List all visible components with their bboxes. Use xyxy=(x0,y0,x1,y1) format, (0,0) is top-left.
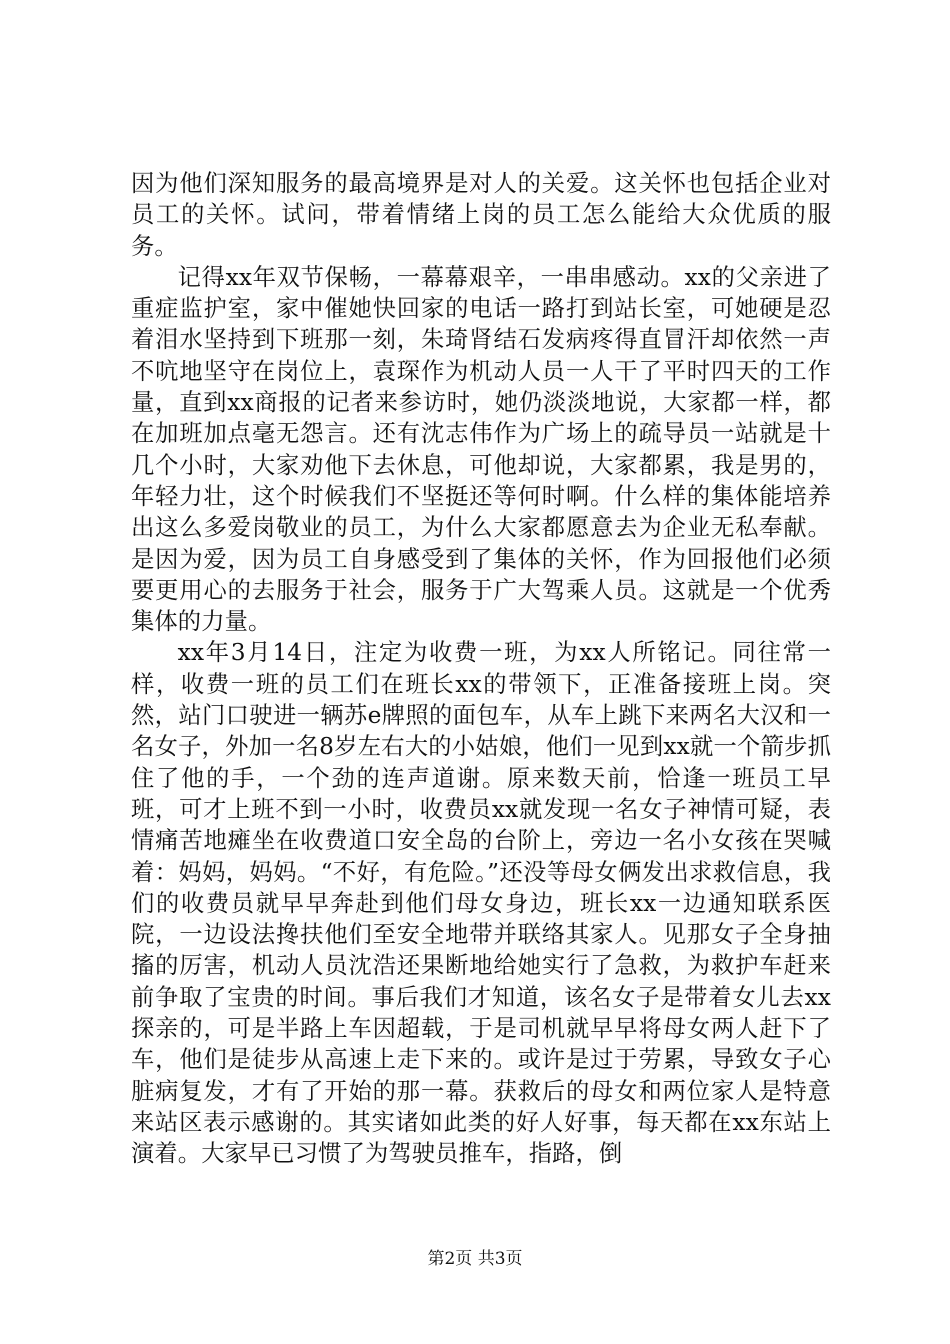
document-body xyxy=(131,168,831,1170)
paragraph-1: 因为他们深知服务的最高境界是对人的关爱。这关怀也包括企业对员工的关怀。试问，带着情绪上岗的员工怎么能给大众优质的服务。 xyxy=(131,170,831,260)
page-number-footer: 第2页 共3页 xyxy=(427,1249,523,1269)
paragraph-3: xx年3月14日，注定为收费一班，为xx人所铭记。同往常一样，收费一班的员工们在班长xx的带领下，正准备接班上岗。突然，站门口驶进一辆苏e牌照的面包车，从车上跳下来两名大汉和一名女子，外加一名8岁左右大的小姑娘，他们一见到xx就一个箭步抓住了他的手，一个劲的连声道谢。原来数天前，恰逢一班员工早班，可才上班不到一小时，收费员xx就发现一名女子神情可疑，表情痛苦地瘫坐在收费道口安全岛的台阶上，旁边一名小女孩在哭喊着：妈妈，妈妈。“不好，有危险。”还没等母女俩发出求救信息，我们的收费员就早早奔赴到他们母女身边，班长xx一边通知联系医院，一边设法搀扶他们至安全地带并联络其家人。见那女子全身抽搐的厉害，机动人员沈浩还果断地给她实行了急救，为救护车赶来前争取了宝贵的时间。事后我们才知道，该名女子是带着女儿去xx探亲的，可是半路上车因超载，于是司机就早早将母女两人赶下了车，他们是徒步从高速上走下来的。或许是过于劳累，导致女子心脏病复发，才有了开始的那一幕。获救后的母女和两位家人是特意来站区表示感谢的。其实诸如此类的好人好事，每天都在xx东站上演着。大家早已习惯了为驾驶员推车，指路，倒 xyxy=(131,639,831,1168)
paragraph-2: 记得xx年双节保畅，一幕幕艰辛，一串串感动。xx的父亲进了重症监护室，家中催她快回家的电话一路打到站长室，可她硬是忍着泪水坚持到下班那一刻，朱琦肾结石发病疼得直冒汗却依然一声不吭地坚守在岗位上，袁琛作为机动人员一人干了平时四天的工作量，直到xx商报的记者来参访时，她仍淡淡地说，大家都一样，都在加班加点毫无怨言。还有沈志伟作为广场上的疏导员一站就是十几个小时，大家劝他下去休息，可他却说，大家都累，我是男的，年轻力壮，这个时候我们不坚挺还等何时啊。什么样的集体能培养出这么多爱岗敬业的员工，为什么大家都愿意去为企业无私奉献。是因为爱，因为员工自身感受到了集体的关怀，作为回报他们必须要更用心的去服务于社会，服务于广大驾乘人员。这就是一个优秀集体的力量。 xyxy=(131,263,831,636)
